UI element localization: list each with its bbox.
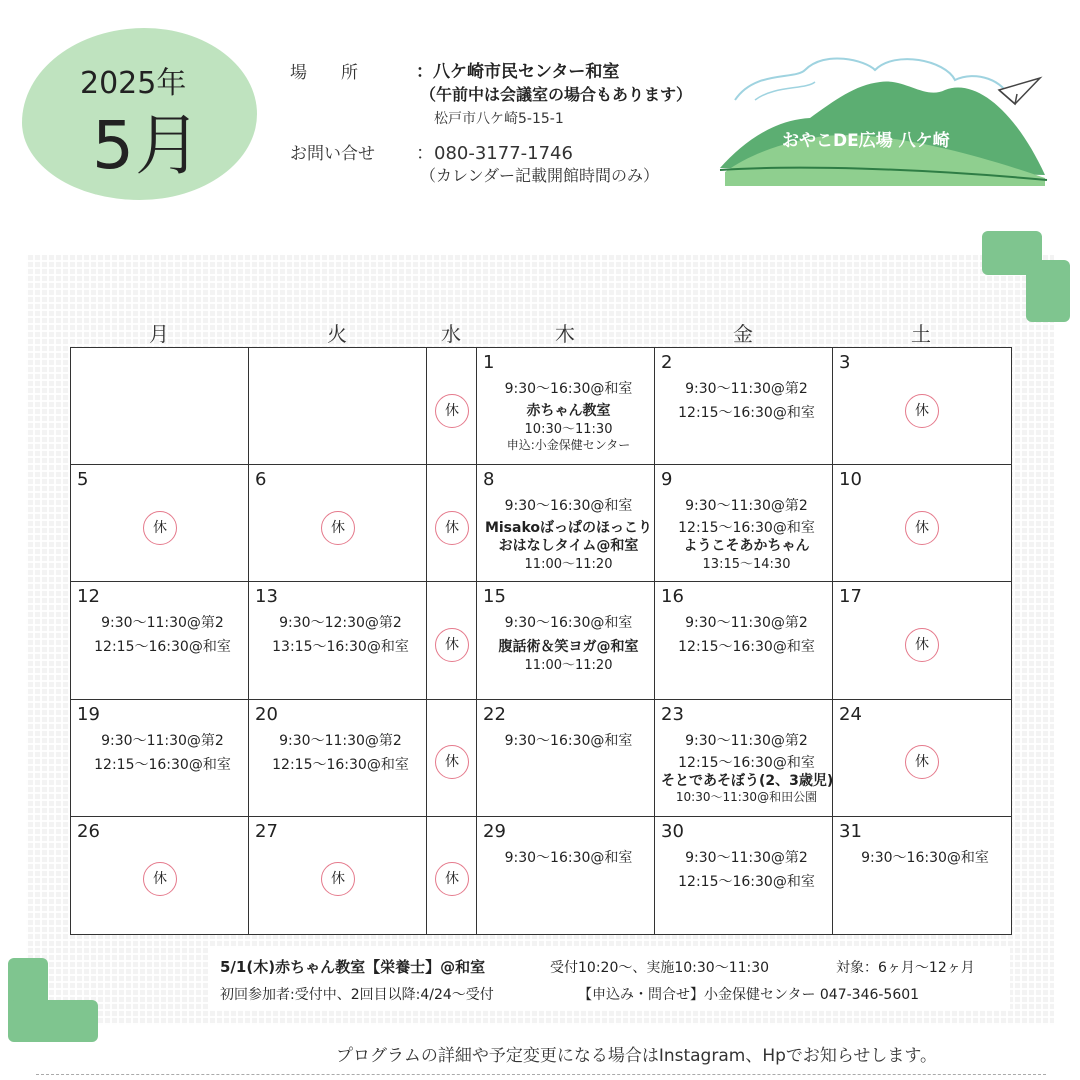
event-line: 9:30〜16:30@和室	[504, 615, 633, 632]
address: 松戸市八ケ崎5-15-1	[434, 111, 564, 127]
event-line: 13:15〜14:30	[702, 557, 791, 573]
date-number: 17	[839, 586, 862, 608]
event-line: 9:30〜11:30@第2	[101, 615, 224, 632]
closed-mark: 休	[905, 628, 939, 662]
event-line: 12:15〜16:30@和室	[678, 405, 815, 421]
date-number: 9	[661, 469, 673, 491]
calendar-cell	[427, 582, 477, 699]
event-line: ようこそあかちゃん	[683, 538, 810, 555]
event-line: 9:30〜11:30@第2	[685, 615, 808, 632]
event-line: 12:15〜16:30@和室	[678, 520, 815, 537]
calendar-cell	[477, 700, 655, 817]
event-line: 赤ちゃん教室	[526, 403, 611, 419]
calendar-cell	[71, 348, 249, 465]
calendar-cell	[477, 348, 655, 465]
closed-mark: 休	[905, 745, 939, 779]
calendar-cell	[833, 817, 1011, 934]
date-number: 31	[839, 820, 862, 842]
calendar-cell	[427, 817, 477, 934]
date-number: 24	[839, 703, 862, 725]
event-line: 10:30〜11:30	[524, 422, 613, 437]
calendar-cell	[477, 582, 655, 699]
calendar-cell	[71, 817, 249, 934]
closed-mark: 休	[435, 394, 469, 428]
weekday-fri: 金	[733, 322, 753, 346]
place-label: 場 所	[290, 63, 358, 83]
event-line: そとであそぼう(2、3歳児)	[661, 772, 834, 789]
leaf-decoration-icon	[1026, 260, 1070, 322]
event-line: 9:30〜16:30@和室	[504, 498, 633, 515]
divider	[36, 1074, 1046, 1075]
date-number: 2	[661, 352, 673, 373]
event-line: 12:15〜16:30@和室	[678, 754, 815, 771]
event-line: 11:00〜11:20	[524, 658, 613, 674]
calendar-cell	[833, 700, 1011, 817]
footer-note: プログラムの詳細や予定変更になる場合はInstagram、Hpでお知らせします。	[336, 1046, 938, 1066]
event-line: 腹話術＆笑ヨガ@和室	[498, 639, 639, 656]
contact-note: （カレンダー記載開館時間のみ）	[420, 166, 659, 185]
date-number: 13	[255, 586, 278, 608]
event-line: 9:30〜11:30@第2	[685, 498, 808, 515]
date-number: 5	[77, 469, 89, 491]
leaf-decoration-icon	[8, 1000, 98, 1042]
event-line: 9:30〜11:30@第2	[279, 732, 402, 749]
closed-mark: 休	[143, 862, 177, 896]
date-number: 16	[661, 586, 684, 608]
date-number: 6	[255, 469, 267, 491]
event-line: 9:30〜11:30@第2	[685, 732, 808, 749]
calendar-cell	[427, 700, 477, 817]
event-line: Misakoばっぱのほっこり	[484, 520, 653, 537]
closed-mark: 休	[435, 511, 469, 545]
calendar-cell	[477, 817, 655, 934]
calendar-cell	[655, 348, 833, 465]
event-line: 13:15〜16:30@和室	[272, 639, 409, 656]
event-line: 11:00〜11:20	[524, 557, 613, 573]
notice-reception: 初回参加者:受付中、2回目以降:4/24〜受付	[220, 987, 494, 1003]
calendar-grid	[70, 347, 1012, 935]
calendar-cell	[655, 817, 833, 934]
event-line: 9:30〜16:30@和室	[504, 381, 633, 397]
closed-mark: 休	[321, 862, 355, 896]
closed-mark: 休	[905, 394, 939, 428]
date-number: 1	[483, 352, 495, 373]
event-line: 9:30〜11:30@第2	[685, 381, 808, 397]
event-line: 申込:小金保健センター	[506, 438, 631, 452]
contact-phone: ：080-3177-1746	[416, 143, 573, 164]
notice-title: 5/1(木)赤ちゃん教室【栄養士】@和室	[220, 958, 486, 976]
closed-mark: 休	[321, 511, 355, 545]
notice-target: 対象：6ヶ月〜12ヶ月	[836, 960, 975, 976]
date-number: 26	[77, 820, 100, 842]
date-number: 10	[839, 469, 862, 491]
date-number: 27	[255, 820, 278, 842]
mountain-logo-icon	[715, 40, 1055, 190]
event-line: 10:30〜11:30@和田公園	[675, 789, 818, 804]
logo-text: おやこDE広場 八ケ崎	[782, 131, 950, 151]
date-number: 8	[483, 469, 495, 491]
closed-mark: 休	[143, 511, 177, 545]
calendar-cell	[833, 465, 1011, 582]
contact-label: お問い合せ	[290, 144, 375, 164]
date-number: 3	[839, 352, 851, 373]
date-number: 12	[77, 586, 100, 608]
date-number: 15	[483, 586, 506, 608]
calendar-cell	[655, 582, 833, 699]
notice-time: 受付10:20〜、実施10:30〜11:30	[550, 960, 770, 976]
calendar-cell	[249, 465, 427, 582]
calendar-cell	[71, 582, 249, 699]
event-line: 9:30〜16:30@和室	[504, 732, 633, 749]
calendar-cell	[833, 582, 1011, 699]
event-line: おはなしタイム@和室	[498, 538, 639, 555]
weekday-mon: 月	[149, 322, 169, 346]
calendar-cell	[833, 348, 1011, 465]
logo	[715, 40, 1055, 190]
calendar-cell	[249, 700, 427, 817]
weekday-tue: 火	[327, 322, 347, 346]
calendar-cell	[427, 348, 477, 465]
date-number: 29	[483, 820, 506, 842]
weekday-wed: 水	[441, 322, 461, 346]
event-line: 12:15〜16:30@和室	[94, 639, 231, 656]
closed-mark: 休	[435, 628, 469, 662]
calendar-cell	[249, 582, 427, 699]
calendar-cell	[655, 700, 833, 817]
calendar-cell	[71, 465, 249, 582]
closed-mark: 休	[435, 862, 469, 896]
event-line: 9:30〜16:30@和室	[504, 849, 633, 866]
notice-box	[208, 946, 1010, 1010]
weekday-sat: 土	[911, 322, 931, 346]
date-number: 30	[661, 820, 684, 842]
weekday-thu: 木	[555, 322, 575, 346]
calendar-cell	[655, 465, 833, 582]
event-line: 12:15〜16:30@和室	[678, 639, 815, 656]
calendar-cell	[249, 348, 427, 465]
event-line: 12:15〜16:30@和室	[272, 756, 409, 773]
place-value: ：八ケ崎市民センター和室	[416, 62, 620, 82]
closed-mark: 休	[905, 511, 939, 545]
event-line: 9:30〜16:30@和室	[861, 849, 989, 866]
event-line: 9:30〜11:30@第2	[101, 732, 224, 749]
event-line: 12:15〜16:30@和室	[678, 873, 815, 890]
year-label: 2025年	[80, 66, 187, 101]
event-line: 9:30〜12:30@第2	[279, 615, 402, 632]
date-number: 22	[483, 703, 506, 725]
month-label: 5月	[92, 107, 202, 184]
calendar-cell	[249, 817, 427, 934]
calendar-cell	[477, 465, 655, 582]
calendar-cell	[71, 700, 249, 817]
closed-mark: 休	[435, 745, 469, 779]
place-note: （午前中は会議室の場合もあります）	[420, 85, 693, 104]
event-line: 9:30〜11:30@第2	[685, 849, 808, 866]
event-line: 12:15〜16:30@和室	[94, 756, 231, 773]
notice-contact: 【申込み・問合せ】小金保健センター 047-346-5601	[578, 987, 920, 1003]
date-number: 19	[77, 703, 100, 725]
date-number: 23	[661, 703, 684, 725]
date-number: 20	[255, 703, 278, 725]
calendar-cell	[427, 465, 477, 582]
